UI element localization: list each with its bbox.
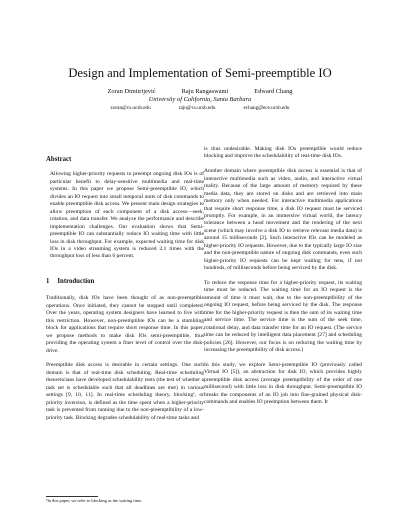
- body-paragraph: Traditionally, disk IOs have been thought of as non-preemptible operations. Once initiated, they cannot be stopped until completed. Over the years, operating system designers have learned to live with this restriction. However, non-preemptible IOs can be a stumbling block for applications that require short response time. In this paper, we propose methods to make disk IOs semi-preemptible, thus providing the operating system a finer level of control over the disk-drive.: [46, 295, 204, 354]
- right-column: [204, 146, 362, 407]
- author-name: Zoran Dimitrijević: [107, 88, 156, 95]
- author-emails: [0, 104, 400, 112]
- section-title: Introduction: [57, 277, 95, 285]
- body-paragraph: In this study, we explore Semi-preemptible IO (previously called Virtual IO [5]), an abstraction for disk IO, which provides highly preemptible disk access (average preemptibility of the order of one millisecond) with little loss in disk throughput. Semi-preemptible IO breaks the components of an IO job into fine-grained physical disk-commands and enables IO preemption between them. It: [204, 361, 362, 406]
- affiliation: University of California, Santa Barbara: [148, 96, 252, 104]
- section-number: 1: [46, 277, 50, 285]
- footnote: ¹In this paper, we refer to blocking as the waiting time.: [46, 498, 143, 503]
- abstract-heading: Abstract: [46, 156, 72, 163]
- body-paragraph: Another domain where preemptible disk access is essential is that of interactive multimedia such as video, audio, and interactive virtual reality. Because of the large amount of memory required by these media data, they are stored on disks and are retrieved into main memory only when needed. For interactive multimedia applications that require short response time, a disk IO request must be serviced promptly. For example, in an immersive virtual world, the latency tolerance between a head movement and the rendering of the next scene (which may involve a disk IO to retrieve relevant media data) is around 15 milliseconds [2]. Such interactive IOs can be modeled as higher-priority IO requests. However, due to the typically large IO size and the non-preemptible nature of ongoing disk commands, even such higher-priority IO requests can be kept waiting for tens, if not hundreds, of milliseconds before being serviced by the disk.: [204, 168, 362, 272]
- paper-title: Design and Implementation of Semi-preemptible IO: [68, 66, 332, 80]
- body-paragraph: Preemptible disk access is desirable in certain settings. One such domain is that of real-time disk scheduling. Real-time scheduling theoreticians have developed schedulability tests (the test of whether a task set is schedulable such that all deadlines are met) in various settings [9, 10, 11]. In real-time scheduling theory, blocking¹, or priority inversion, is defined as the time spent when a higher-priority task is prevented from running due to the non-preemptibility of a low-priority task. Blocking degrades schedulability of real-time tasks and: [46, 362, 204, 421]
- author-names: [0, 88, 400, 96]
- author-email: echang@ece.ucsb.edu: [243, 105, 290, 112]
- left-column: [46, 150, 204, 422]
- footnote-rule: [46, 496, 98, 497]
- section-heading: [46, 278, 204, 285]
- abstract-body: Allowing higher-priority requests to preempt ongoing disk IOs is of particular benefit to delay-sensitive multimedia and real-time systems. In this paper we propose Semi-preemptible IO, which divides an IO request into small temporal units of disk commands to enable preemptible disk access. We present main design strategies to allow preemption of each component of a disk access—seek, rotation, and data transfer. We analyze the performance and describe implementation challenges. Our evaluation shows that Semi-preemptible IO can substantially reduce IO waiting time with little loss in disk throughput. For example, expected waiting time for disk IOs in a video streaming system is reduced 2.1 times with the throughput loss of less than 6 percent.: [50, 171, 204, 260]
- author-block: [0, 88, 400, 113]
- body-paragraph: is thus undesirable. Making disk IOs preemptible would reduce blocking and improve the schedulability of real-time disk IOs.: [204, 146, 362, 160]
- author-name: Raju Rangaswami: [181, 88, 229, 95]
- author-email: zoran@cs.ucsb.edu: [110, 105, 151, 112]
- body-paragraph: To reduce the response time for a higher-priority request, its waiting time must be reduced. The waiting time for an IO request is the amount of time it must wait, due to the non-preemptibility of the ongoing IO request, before being serviced by the disk. The response time for the higher-priority request is then the sum of its waiting time and service time. The service time is the sum of the seek time, rotational delay, and data transfer time for an IO request. (The service time can be reduced by intelligent data placement [27] and scheduling policies [26]. However, our focus is on reducing the waiting time by increasing the preemptibility of disk access.): [204, 280, 362, 354]
- author-email: raju@cs.ucsb.edu: [178, 105, 216, 112]
- author-name: Edward Chang: [254, 88, 293, 95]
